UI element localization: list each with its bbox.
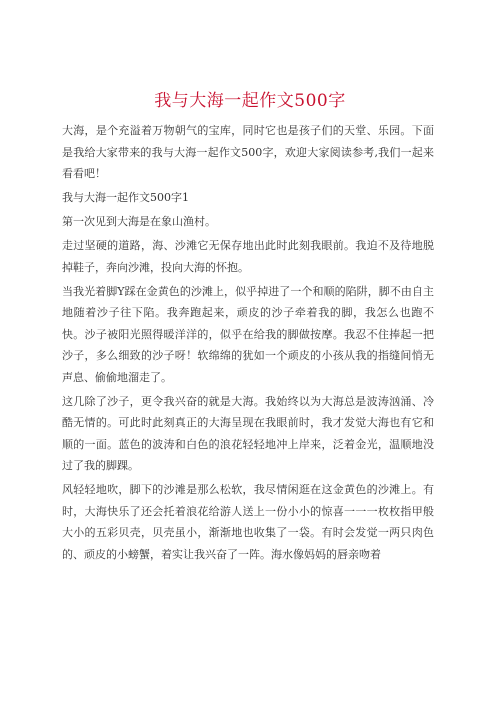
paragraph: 第一次见到大海是在象山渔村。 [62,215,216,228]
paragraph: 当我光着脚Y踩在金黄色的沙滩上，似乎掉进了一个和顺的陷阱，脚不由自主地随着沙子往下陷。我奔跑起来，顽皮的沙子牵着我的脚，我怎么也跑不快。沙子被阳光照得暖洋洋的，似乎在给我的脚做按摩。我忍不住捧起一把沙子，多么细致的沙子呀！软绵绵的犹如一个顽皮的小孩从我的指缝间悄无声息、偷偷地溜走了。 [62,284,434,384]
paragraph: 风轻轻地吹，脚下的沙滩是那么松软，我尽情闲逛在这金黄色的沙滩上。有时，大海快乐了还会托着浪花给游人送上一份小小的惊喜一一一枚枚指甲般大小的五彩贝壳，贝壳虽小，渐渐地也收集了一袋。有时会发觉一两只肉色的、顽皮的小螃蟹，着实让我兴奋了一阵。海水像妈妈的唇亲吻着 [62,483,434,561]
page-title: 我与大海一起作文500字 [154,91,346,112]
paragraph: 走过坚硬的道路，海、沙滩它无保存地出此时此刻我眼前。我迫不及待地脱掉鞋子，奔向沙滩，投向大海的怀抱。 [62,239,434,274]
article-body [62,120,434,568]
paragraph-intro: 大海，是个充溢着万物朝气的宝库，同时它也是孩子们的天堂、乐园。下面是我给大家带来的我与大海一起作文500字，欢迎大家阅读参考,我们一起来看看吧！ [62,124,434,180]
paragraph: 这几除了沙子，更令我兴奋的就是大海。我始终以为大海总是波涛汹涌、冷酷无情的。可此时此刻真正的大海呈现在我眼前时，我才发觉大海也有它和顺的一面。蓝色的波涛和白色的浪花轻轻地冲上岸来，泛着金光，温顺地没过了我的脚踝。 [62,394,434,472]
section-heading: 我与大海一起作文500字1 [62,191,189,204]
